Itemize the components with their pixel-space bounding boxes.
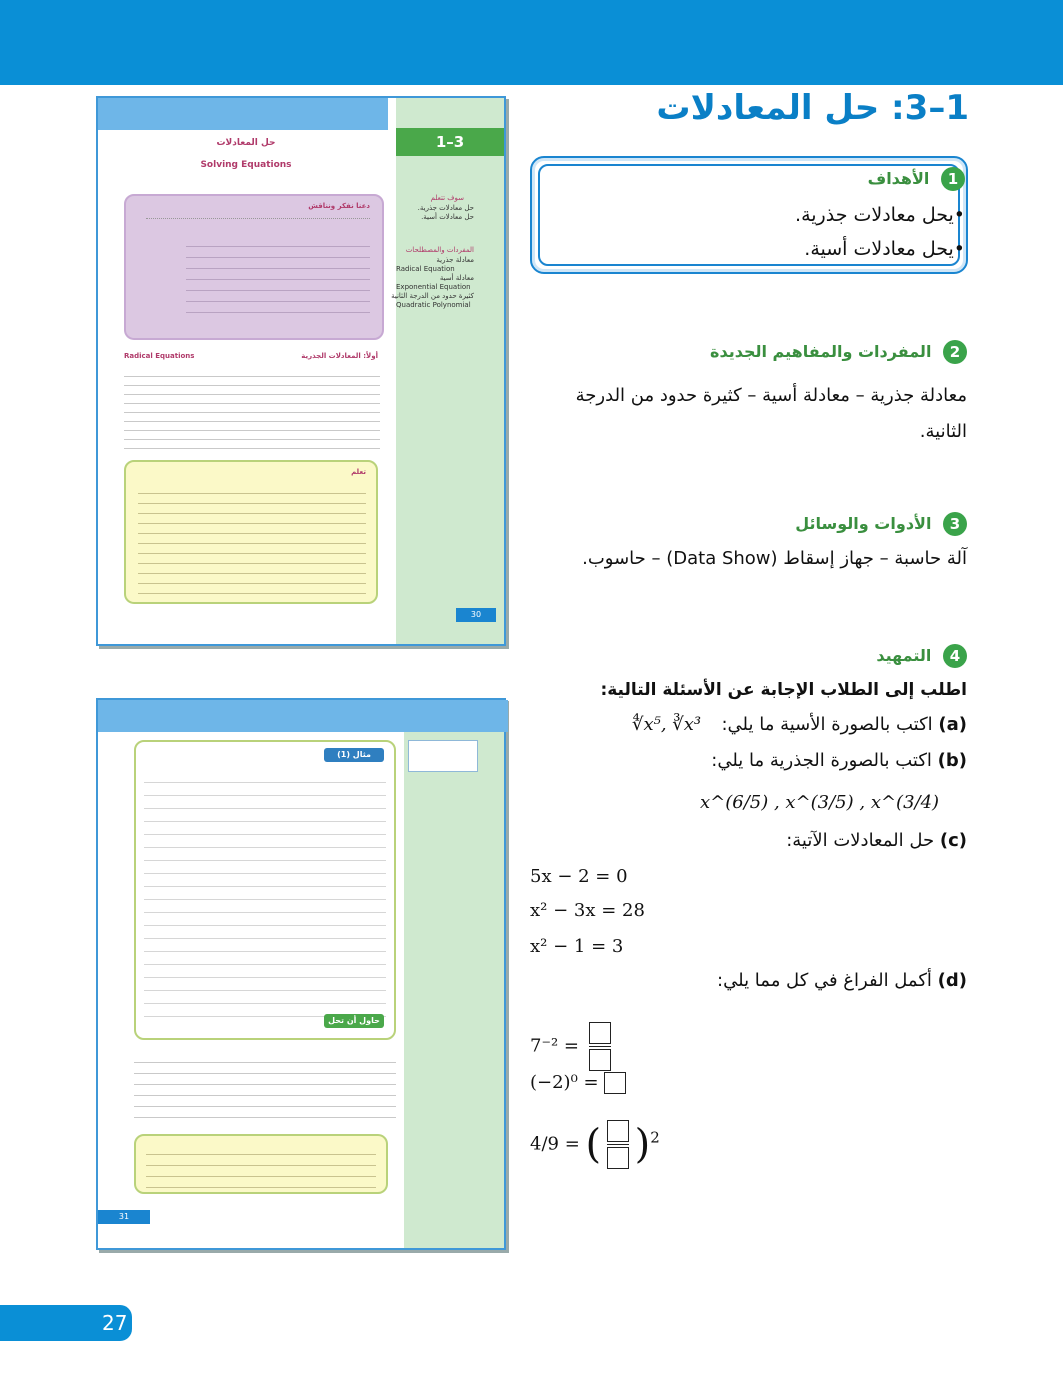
warmup-instruction: اطلب إلى الطلاب الإجابة عن الأسئلة التالية:	[600, 680, 967, 700]
text-lines	[134, 1052, 396, 1122]
side-item: حل معادلات أسية.	[421, 213, 474, 221]
blank-box	[607, 1147, 629, 1169]
objective-item: •يحل معادلات جذرية.	[795, 204, 965, 226]
blank-box	[604, 1072, 626, 1094]
learn-box: تعلم	[124, 460, 378, 604]
question-d: (d) أكمل الفراغ في كل مما يلي:	[717, 970, 967, 991]
side-vocab-item: معادلة جذرية	[436, 256, 474, 264]
example-box: مثال (1) حاول أن تحل	[134, 740, 396, 1040]
equation-1: 5x − 2 = 0	[530, 866, 628, 887]
side-note-box	[408, 740, 478, 772]
blank-box	[607, 1120, 629, 1142]
side-vocab-heading: المفردات والمصطلحات	[405, 246, 474, 254]
question-b-math: x^(6/5) , x^(3/5) , x^(3/4)	[700, 792, 940, 813]
student-page-thumbnail	[96, 698, 506, 1250]
side-vocab-item: Quadratic Polynomial	[396, 301, 471, 309]
side-vocab-item: Exponential Equation	[396, 283, 471, 291]
side-vocab-item: Radical Equation	[396, 265, 455, 273]
page-title: 1–3: حل المعادلات	[656, 88, 969, 128]
warmup-heading: 4 التمهيد	[876, 644, 967, 668]
vocab-text: معادلة جذرية – معادلة أسية – كثيرة حدود من الدرجة الثانية.	[575, 385, 967, 442]
thumb-title-ar: حل المعادلات	[216, 138, 276, 148]
side-heading: سوف تتعلم	[430, 194, 464, 202]
equation-2: x² − 3x = 28	[530, 900, 645, 921]
fill-blank-3: 4/9 = ( )$^2$	[530, 1121, 660, 1168]
note-box	[134, 1134, 388, 1194]
side-item: حل معادلات جذرية.	[417, 204, 474, 212]
thumb-title-en: Solving Equations	[200, 160, 292, 170]
student-page-thumbnail	[96, 96, 506, 646]
thumb-page-number: 31	[98, 1210, 150, 1224]
side-vocab-item: معادلة أسية	[439, 274, 474, 282]
fill-blank-2: (−2)⁰ =	[530, 1072, 626, 1094]
vocab-heading: 2 المفردات والمفاهيم الجديدة	[710, 340, 967, 364]
question-c: (c) حل المعادلات الآتية:	[786, 830, 967, 851]
question-b: (b) اكتب بالصورة الجذرية ما يلي:	[711, 750, 967, 771]
question-a: (a) اكتب بالصورة الأسية ما يلي:	[721, 714, 967, 735]
equation-3: x² − 1 = 3	[530, 936, 624, 957]
objective-item: •يحل معادلات أسية.	[804, 238, 965, 260]
section-heading-en: Radical Equations	[124, 352, 195, 360]
blank-box	[589, 1022, 611, 1044]
objectives-heading: 1 الأهداف	[868, 167, 965, 191]
section-number: 1	[941, 167, 965, 191]
tools-heading: 3 الأدوات والوسائل	[795, 512, 967, 536]
question-a-math: ∜x⁵, ∛x³	[632, 714, 702, 735]
side-vocab-item: كثيرة حدود من الدرجة الثانية	[391, 292, 474, 300]
lesson-badge: 1–3	[396, 128, 504, 156]
section-heading-ar: أولاً: المعادلات الجذرية	[301, 352, 378, 360]
blank-box	[589, 1049, 611, 1071]
tools-text: آلة حاسبة – جهاز إسقاط (Data Show) – حاسوب.	[582, 548, 967, 569]
fill-blank-1: 7⁻² =	[530, 1022, 611, 1071]
discussion-box: دعنا نفكر ونناقش	[124, 194, 384, 340]
text-lines	[124, 368, 380, 452]
page-number: 27	[0, 1305, 132, 1341]
thumb-page-number: 30	[456, 608, 496, 622]
top-banner	[0, 0, 1063, 85]
